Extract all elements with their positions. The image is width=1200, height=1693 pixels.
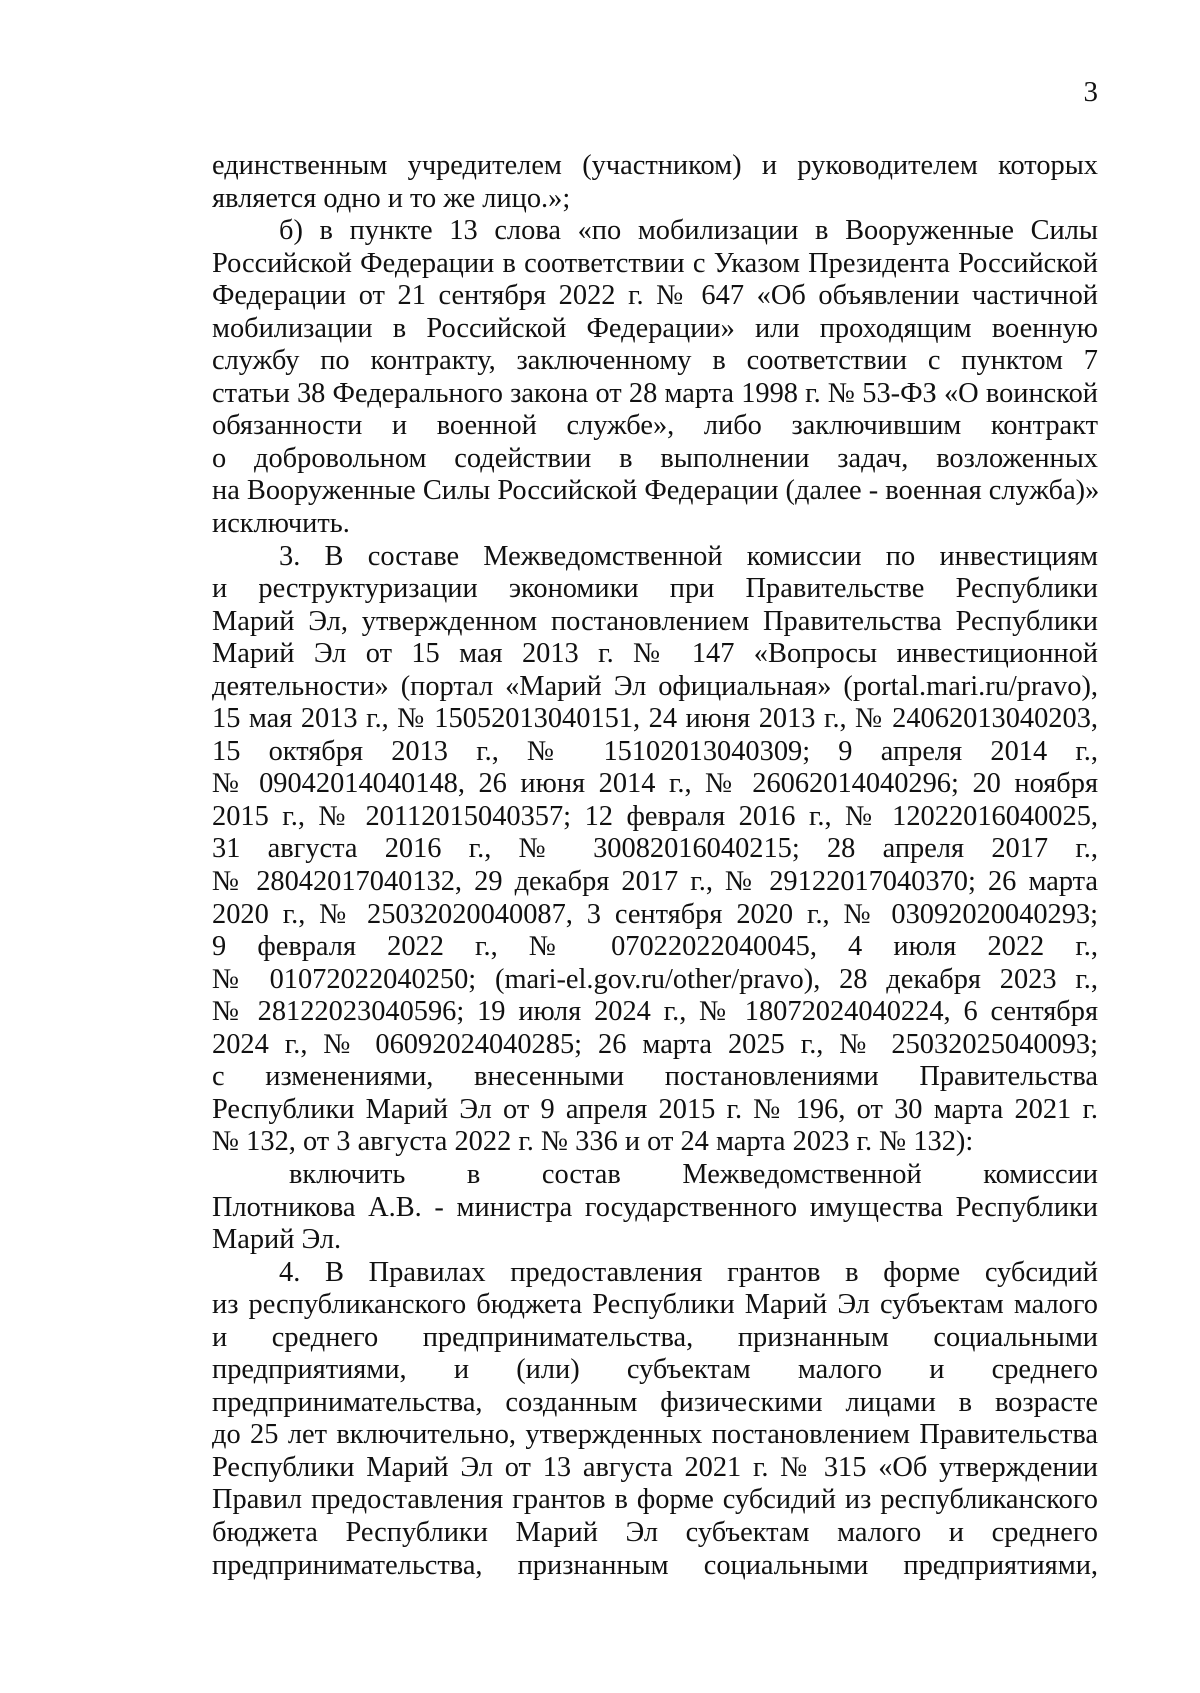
text-line: бюджета Республики Марий Эл субъектам малого и среднего (212, 1516, 1098, 1548)
text-line: с изменениями, внесенными постановлениями Правительства (212, 1061, 1098, 1093)
text-line: Республики Марий Эл от 9 апреля 2015 г. № 196, от 30 марта 2021 г. (212, 1093, 1098, 1125)
text-line: предприятиями, и (или) субъектам малого и среднего (212, 1354, 1098, 1386)
text-line: б) в пункте 13 слова «по мобилизации в Вооруженные Силы (279, 215, 1098, 247)
text-line: Марий Эл от 15 мая 2013 г. № 147 «Вопросы инвестиционной (212, 638, 1098, 670)
text-line: из республиканского бюджета Республики Марий Эл субъектам малого (212, 1289, 1098, 1321)
text-line: Плотникова А.В. - министра государственного имущества Республики (212, 1191, 1098, 1223)
text-line: предпринимательства, созданным физическими лицами в возрасте (212, 1386, 1098, 1418)
text-line: мобилизации в Российской Федерации» или проходящим военную (212, 312, 1098, 344)
text-line: № 09042014040148, 26 июня 2014 г., № 26062014040296; 20 ноября (212, 768, 1098, 800)
text-line: 15 октября 2013 г., № 15102013040309; 9 апреля 2014 г., (212, 735, 1098, 767)
text-line: является одно и то же лицо.»; (212, 182, 571, 214)
text-line: единственным учредителем (участником) и руководителем которых (212, 150, 1098, 181)
text-line: включить в состав Межведомственной комиссии (289, 1158, 1098, 1190)
text-line: Правил предоставления грантов в форме субсидий из республиканского (212, 1484, 1098, 1516)
text-line: 2015 г., № 20112015040357; 12 февраля 2016 г., № 12022016040025, (212, 800, 1098, 832)
text-line: и среднего предпринимательства, признанным социальными (212, 1321, 1098, 1353)
text-line: № 01072022040250; (mari-el.gov.ru/other/pravo), 28 декабря 2023 г., (212, 963, 1098, 995)
text-line: Марий Эл, утвержденном постановлением Правительства Республики (212, 605, 1098, 637)
text-line: деятельности» (портал «Марий Эл официальная» (portal.mari.ru/pravo), (212, 670, 1098, 702)
text-line: 2020 г., № 25032020040087, 3 сентября 2020 г., № 03092020040293; (212, 898, 1098, 930)
text-line: № 28122023040596; 19 июля 2024 г., № 18072024040224, 6 сентября (212, 996, 1098, 1028)
text-line: 31 августа 2016 г., № 30082016040215; 28 апреля 2017 г., (212, 833, 1098, 865)
text-line: статьи 38 Федерального закона от 28 марта 1998 г. № 53-ФЗ «О воинской (212, 377, 1098, 409)
text-line: Российской Федерации в соответствии с Указом Президента Российской (212, 247, 1098, 279)
text-line: № 132, от 3 августа 2022 г. № 336 и от 24 марта 2023 г. № 132): (212, 1126, 974, 1158)
text-line: Федерации от 21 сентября 2022 г. № 647 «Об объявлении частичной (212, 280, 1098, 312)
text-line: и реструктуризации экономики при Правительстве Республики (212, 573, 1098, 605)
text-line: исключить. (212, 508, 350, 540)
document-body (212, 150, 1098, 1582)
text-line: № 28042017040132, 29 декабря 2017 г., № 29122017040370; 26 марта (212, 866, 1098, 898)
text-line: 9 февраля 2022 г., № 07022022040045, 4 июля 2022 г., (212, 931, 1098, 963)
text-line: 3. В составе Межведомственной комиссии по инвестициям (279, 540, 1098, 572)
text-line: 15 мая 2013 г., № 15052013040151, 24 июня 2013 г., № 24062013040203, (212, 703, 1098, 735)
text-line: обязанности и военной службе», либо заключившим контракт (212, 410, 1098, 442)
page-number: 3 (1083, 76, 1098, 108)
text-line: о добровольном содействии в выполнении задач, возложенных (212, 442, 1098, 474)
text-line: 4. В Правилах предоставления грантов в форме субсидий (279, 1256, 1098, 1288)
text-line: предпринимательства, признанным социальными предприятиями, (212, 1549, 1098, 1581)
text-line: 2024 г., № 06092024040285; 26 марта 2025 г., № 25032025040093; (212, 1028, 1098, 1060)
text-line: службу по контракту, заключенному в соответствии с пунктом 7 (212, 345, 1098, 377)
text-line: Республики Марий Эл от 13 августа 2021 г. № 315 «Об утверждении (212, 1451, 1098, 1483)
text-line: Марий Эл. (212, 1224, 342, 1256)
text-line: на Вооруженные Силы Российской Федерации (далее - военная служба)» (212, 475, 1100, 507)
text-line: до 25 лет включительно, утвержденных постановлением Правительства (212, 1419, 1098, 1451)
